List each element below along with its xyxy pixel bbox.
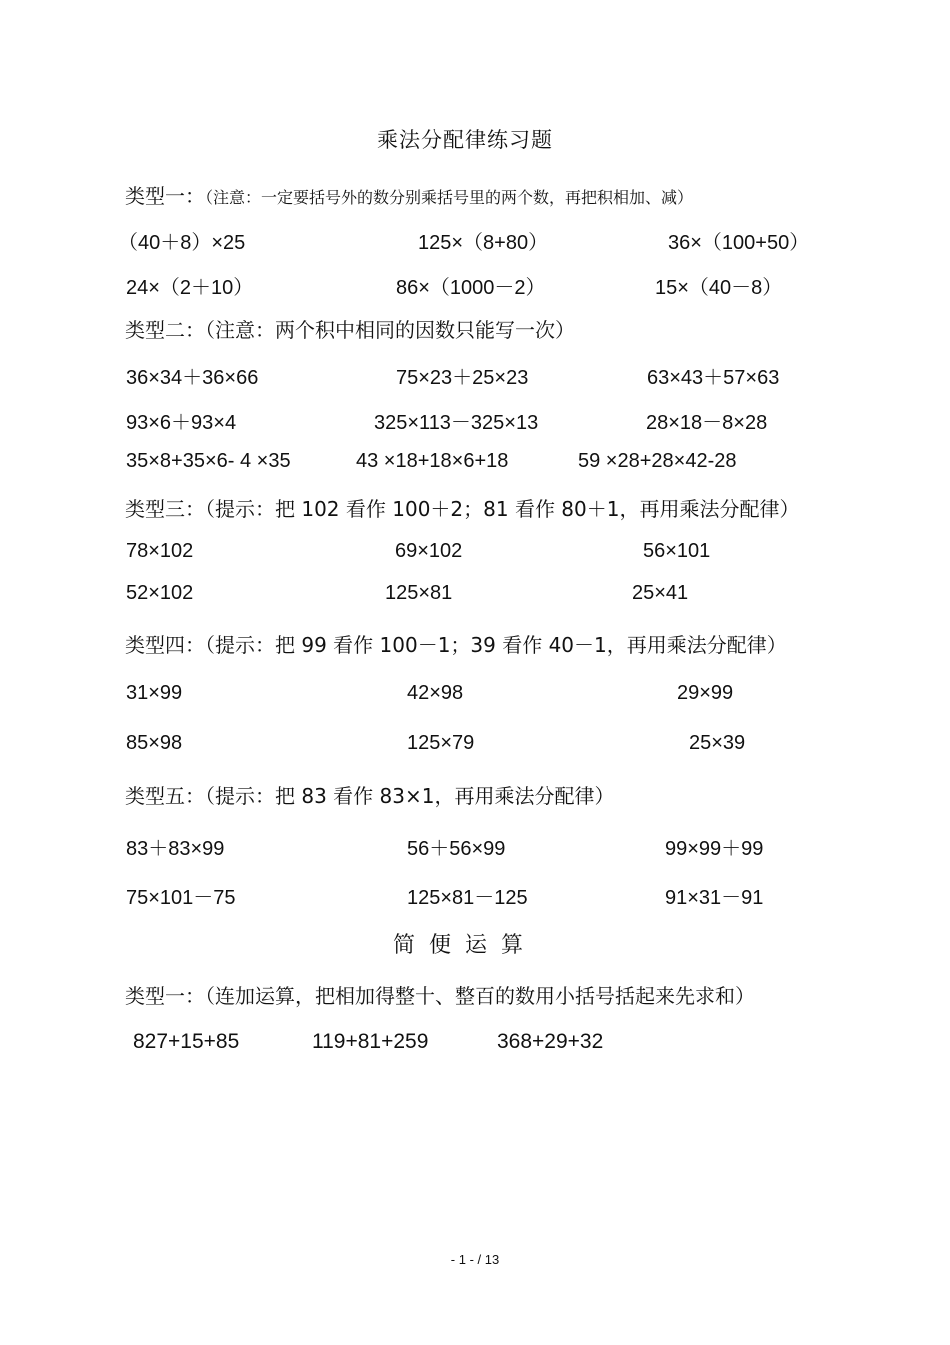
exercise-item: 25×41 <box>632 582 689 604</box>
exercise-item: 56＋56×99 <box>407 838 506 860</box>
exercise-item: 15×（40－8） <box>655 277 783 299</box>
exercise-item: 43 ×18+18×6+18 <box>356 450 509 472</box>
exercise-item: 35×8+35×6- 4 ×35 <box>126 450 291 472</box>
exercise-row <box>0 540 950 568</box>
exercise-item: 36×34＋36×66 <box>126 367 259 389</box>
exercise-item: 31×99 <box>126 682 183 704</box>
exercise-item: 56×101 <box>643 540 711 562</box>
exercise-item: 69×102 <box>395 540 463 562</box>
exercise-item: 24×（2＋10） <box>126 277 254 299</box>
exercise-row <box>0 1030 950 1058</box>
exercise-item: 93×6＋93×4 <box>126 412 237 434</box>
exercise-item: （40＋8）×25 <box>118 232 246 254</box>
exercise-row <box>0 732 950 760</box>
exercise-item: 119+81+259 <box>312 1030 429 1053</box>
exercise-item: 827+15+85 <box>133 1030 240 1053</box>
section-5-heading: 类型五：（提示：把 83 看作 83×1，再用乘法分配律） <box>125 784 615 808</box>
exercise-item: 78×102 <box>126 540 194 562</box>
exercise-item: 59 ×28+28×42-28 <box>578 450 737 472</box>
exercise-row <box>0 450 950 478</box>
section-2-heading: 类型二：（注意：两个积中相同的因数只能写一次） <box>125 318 575 342</box>
section-1-note: （注意：一定要括号外的数分别乘括号里的两个数，再把积相加、减） <box>205 188 694 207</box>
exercise-row <box>0 406 950 434</box>
exercise-item: 91×31－91 <box>665 887 764 909</box>
exercise-item: 36×（100+50） <box>668 232 810 254</box>
exercise-item: 42×98 <box>407 682 464 704</box>
exercise-row <box>0 881 950 909</box>
exercise-row <box>0 226 950 254</box>
exercise-row <box>0 832 950 860</box>
section-subtitle: 简便运算 <box>392 933 537 958</box>
exercise-row <box>0 271 950 299</box>
exercise-item: 63×43＋57×63 <box>647 367 780 389</box>
page-number: - 1 - / 13 <box>450 1252 500 1267</box>
exercise-item: 325×113－325×13 <box>374 412 539 434</box>
exercise-item: 368+29+32 <box>497 1030 604 1053</box>
exercise-item: 85×98 <box>126 732 183 754</box>
exercise-row <box>0 682 950 710</box>
exercise-item: 99×99＋99 <box>665 838 764 860</box>
section-1-heading <box>125 180 693 209</box>
exercise-item: 52×102 <box>126 582 194 604</box>
exercise-item: 75×101－75 <box>126 887 236 909</box>
page-title: 乘法分配律练习题 <box>377 128 553 152</box>
exercise-row <box>0 361 950 389</box>
exercise-item: 29×99 <box>677 682 734 704</box>
section-3-heading: 类型三：（提示：把 102 看作 100＋2；81 看作 80＋1，再用乘法分配律） <box>125 497 800 521</box>
exercise-row <box>0 582 950 610</box>
exercise-item: 125×81－125 <box>407 887 528 909</box>
exercise-item: 125×79 <box>407 732 475 754</box>
exercise-item: 25×39 <box>689 732 746 754</box>
exercise-item: 75×23＋25×23 <box>396 367 529 389</box>
exercise-item: 28×18－8×28 <box>646 412 768 434</box>
section-4-heading: 类型四：（提示：把 99 看作 100－1；39 看作 40－1，再用乘法分配律） <box>125 633 787 657</box>
section-1-label: 类型一： <box>125 184 205 208</box>
exercise-item: 125×（8+80） <box>418 232 549 254</box>
exercise-item: 86×（1000－2） <box>396 277 546 299</box>
exercise-item: 83＋83×99 <box>126 838 225 860</box>
exercise-item: 125×81 <box>385 582 453 604</box>
simple-section-heading: 类型一：（连加运算，把相加得整十、整百的数用小括号括起来先求和） <box>125 984 755 1008</box>
